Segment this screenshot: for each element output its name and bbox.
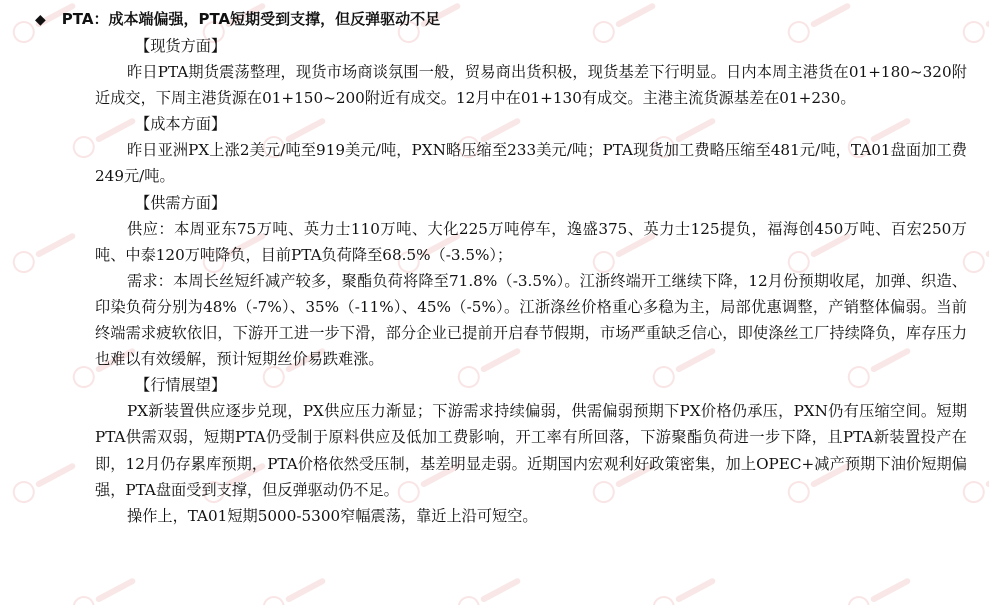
watermark-bar-icon: [285, 577, 327, 603]
watermark-logo-icon: [454, 570, 525, 605]
section-heading-cost: 【成本方面】: [135, 115, 227, 134]
watermark-badge-icon: [649, 592, 679, 605]
section-heading-outlook: 【行情展望】: [135, 376, 227, 395]
paragraph-outlook: PX新装置供应逐步兑现，PX供应压力渐显；下游需求持续偏弱，供需偏弱预期下PX价格仍承压，PXN仍有压缩空间。短期PTA供需双弱，短期PTA仍受制于原料供应及低加工费影响，开工率有所回落，下游聚酯负荷进一步下降，且PTA新装置投产在即，12月仍存累库预期，PTA价格依然受压制，基差明显走弱。近期国内宏观利好政策密集，加上OPEC+减产预期下油价短期偏强，PTA盘面受到支撑，但反弹驱动仍不足。: [95, 402, 967, 499]
watermark-badge-icon: [844, 592, 874, 605]
paragraph-spot: 昨日PTA期货震荡整理，现货市场商谈氛围一般，贸易商出货积极，现货基差下行明显。日内本周主港货在01+180~320附近成交，下周主港货源在01+150~200附近有成交。12月中在01+130有成交。主港主流货源基差在01+230。: [95, 63, 967, 108]
watermark-logo-icon: [259, 570, 330, 605]
watermark-bar-icon: [480, 577, 522, 603]
diamond-bullet-icon: ◆: [35, 12, 46, 28]
report-title: [35, 6, 967, 33]
section-supply-demand: [95, 190, 967, 373]
paragraph-demand: 需求：本周长丝短纤减产较多，聚酯负荷将降至71.8%（-3.5%）。江浙终端开工继续下降，12月份预期收尾，加弹、织造、印染负荷分别为48%（-7%）、35%（-11%）、45%（-5%）。江浙涤丝价格重心多稳为主，局部优惠调整，产销整体偏弱。当前终端需求疲软依旧，下游开工进一步下滑，部分企业已提前开启春节假期，市场严重缺乏信心，即使涤丝工厂持续降负，库存压力也难以有效缓解，预计短期丝价易跌难涨。: [95, 271, 967, 369]
watermark-badge-icon: [454, 592, 484, 605]
report-title-text: PTA：成本端偏强，PTA短期受到支撑，但反弹驱动不足: [61, 10, 441, 28]
section-heading-supply-demand: 【供需方面】: [135, 193, 227, 212]
watermark-bar-icon: [95, 577, 137, 603]
section-outlook: [95, 372, 967, 529]
paragraph-cost: 昨日亚洲PX上涨2美元/吨至919美元/吨，PXN略压缩至233美元/吨；PTA现货加工费略压缩至481元/吨，TA01盘面加工费249元/吨。: [95, 141, 967, 186]
watermark-bar-icon: [675, 577, 717, 603]
watermark-bar-icon: [870, 577, 912, 603]
watermark-badge-icon: [69, 592, 99, 605]
paragraph-supply: 供应：本周亚东75万吨、英力士110万吨、大化225万吨停车，逸盛375、英力士125提负，福海创450万吨、百宏250万吨、中泰120万吨降负，目前PTA负荷降至68.5%（-3.5%）；: [95, 219, 967, 264]
watermark-logo-icon: [844, 570, 915, 605]
section-cost: [95, 111, 967, 189]
watermark-logo-icon: [649, 570, 720, 605]
paragraph-operation: 操作上，TA01短期5000-5300窄幅震荡，靠近上沿可短空。: [127, 506, 538, 525]
watermark-badge-icon: [259, 592, 289, 605]
section-spot: [95, 33, 967, 111]
section-heading-spot: 【现货方面】: [135, 37, 227, 55]
watermark-logo-icon: [69, 570, 140, 605]
